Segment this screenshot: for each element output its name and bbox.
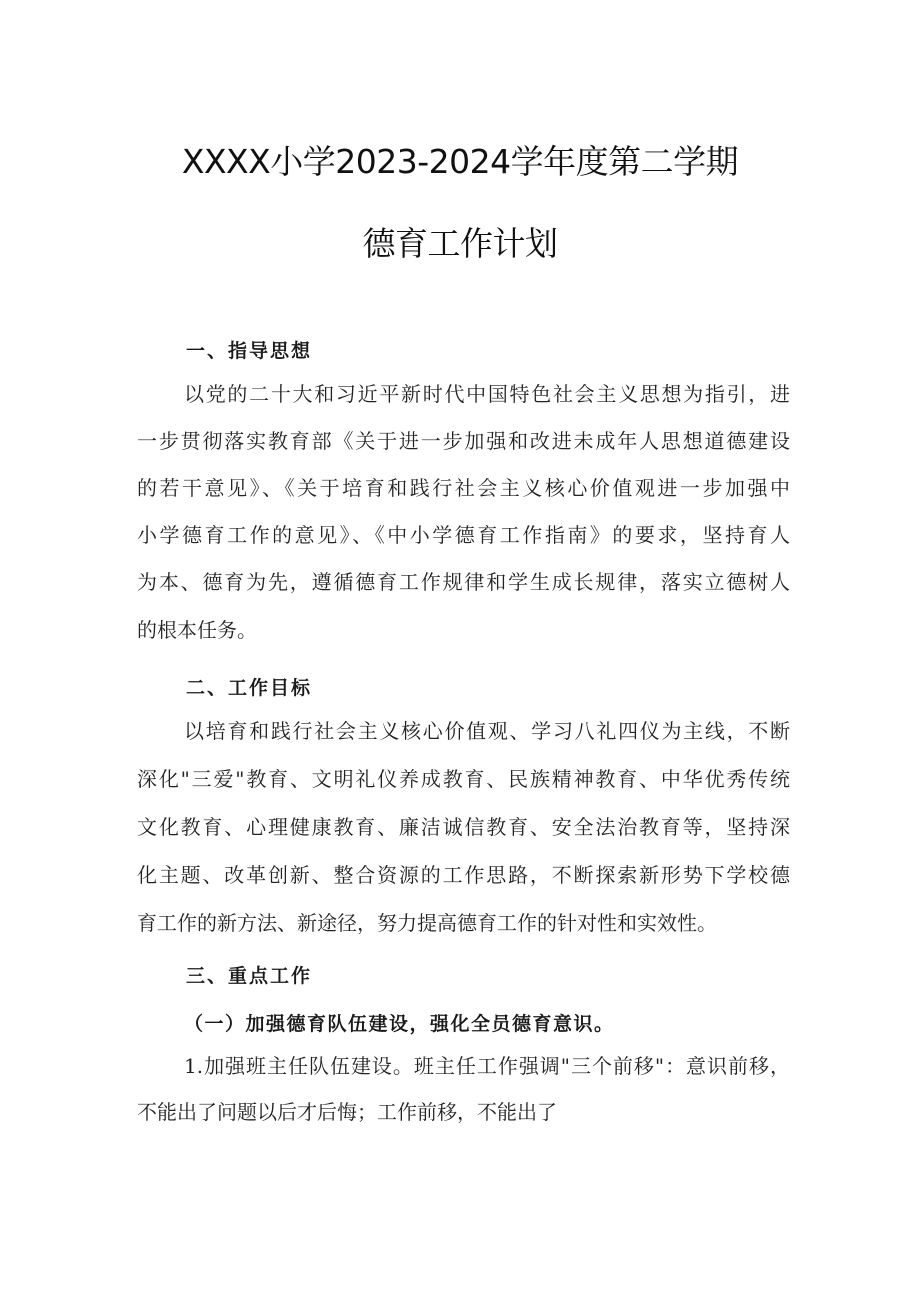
paragraph-line: 育工作的新方法、新途径，努力提高德育工作的针对性和实效性。 bbox=[137, 911, 717, 935]
paragraph-line: 的若干意见》、《关于培育和践行社会主义核心价值观进一步加强中 bbox=[137, 476, 790, 500]
paragraph-line: 小学德育工作的意见》、《中小学德育工作指南》的要求，坚持育人 bbox=[137, 523, 790, 547]
document-title-line-1: XXXX小学2023-2024学年度第二学期 bbox=[181, 142, 739, 181]
paragraph-line: 为本、德育为先，遵循德育工作规律和学生成长规律，落实立德树人 bbox=[137, 570, 790, 594]
section-heading-key-work: 三、重点工作 bbox=[186, 965, 313, 987]
document-title-line-2: 德育工作计划 bbox=[362, 224, 558, 263]
paragraph-line: 文化教育、心理健康教育、廉洁诚信教育、安全法治教育等，坚持深 bbox=[137, 815, 790, 839]
paragraph-line: 一步贯彻落实教育部《关于进一步加强和改进未成年人思想道德建设 bbox=[137, 429, 790, 453]
paragraph-line: 以培育和践行社会主义核心价值观、学习八礼四仪为主线，不断 bbox=[184, 719, 790, 743]
paragraph-line: 化主题、改革创新、整合资源的工作思路，不断探索新形势下学校德 bbox=[137, 863, 790, 887]
subsection-heading-moral-team: （一）加强德育队伍建设，强化全员德育意识。 bbox=[184, 1013, 615, 1035]
section-heading-guiding-ideology: 一、指导思想 bbox=[186, 340, 313, 362]
paragraph-line: 1.加强班主任队伍建设。班主任工作强调"三个前移"：意识前移， bbox=[184, 1054, 790, 1078]
paragraph-line: 深化"三爱"教育、文明礼仪养成教育、民族精神教育、中华优秀传统 bbox=[137, 767, 790, 791]
paragraph-line: 不能出了问题以后才后悔；工作前移，不能出了 bbox=[137, 1100, 557, 1124]
paragraph-line: 以党的二十大和习近平新时代中国特色社会主义思想为指引，进 bbox=[184, 382, 790, 406]
section-heading-work-goals: 二、工作目标 bbox=[186, 677, 313, 699]
paragraph-line: 的根本任务。 bbox=[137, 618, 257, 642]
